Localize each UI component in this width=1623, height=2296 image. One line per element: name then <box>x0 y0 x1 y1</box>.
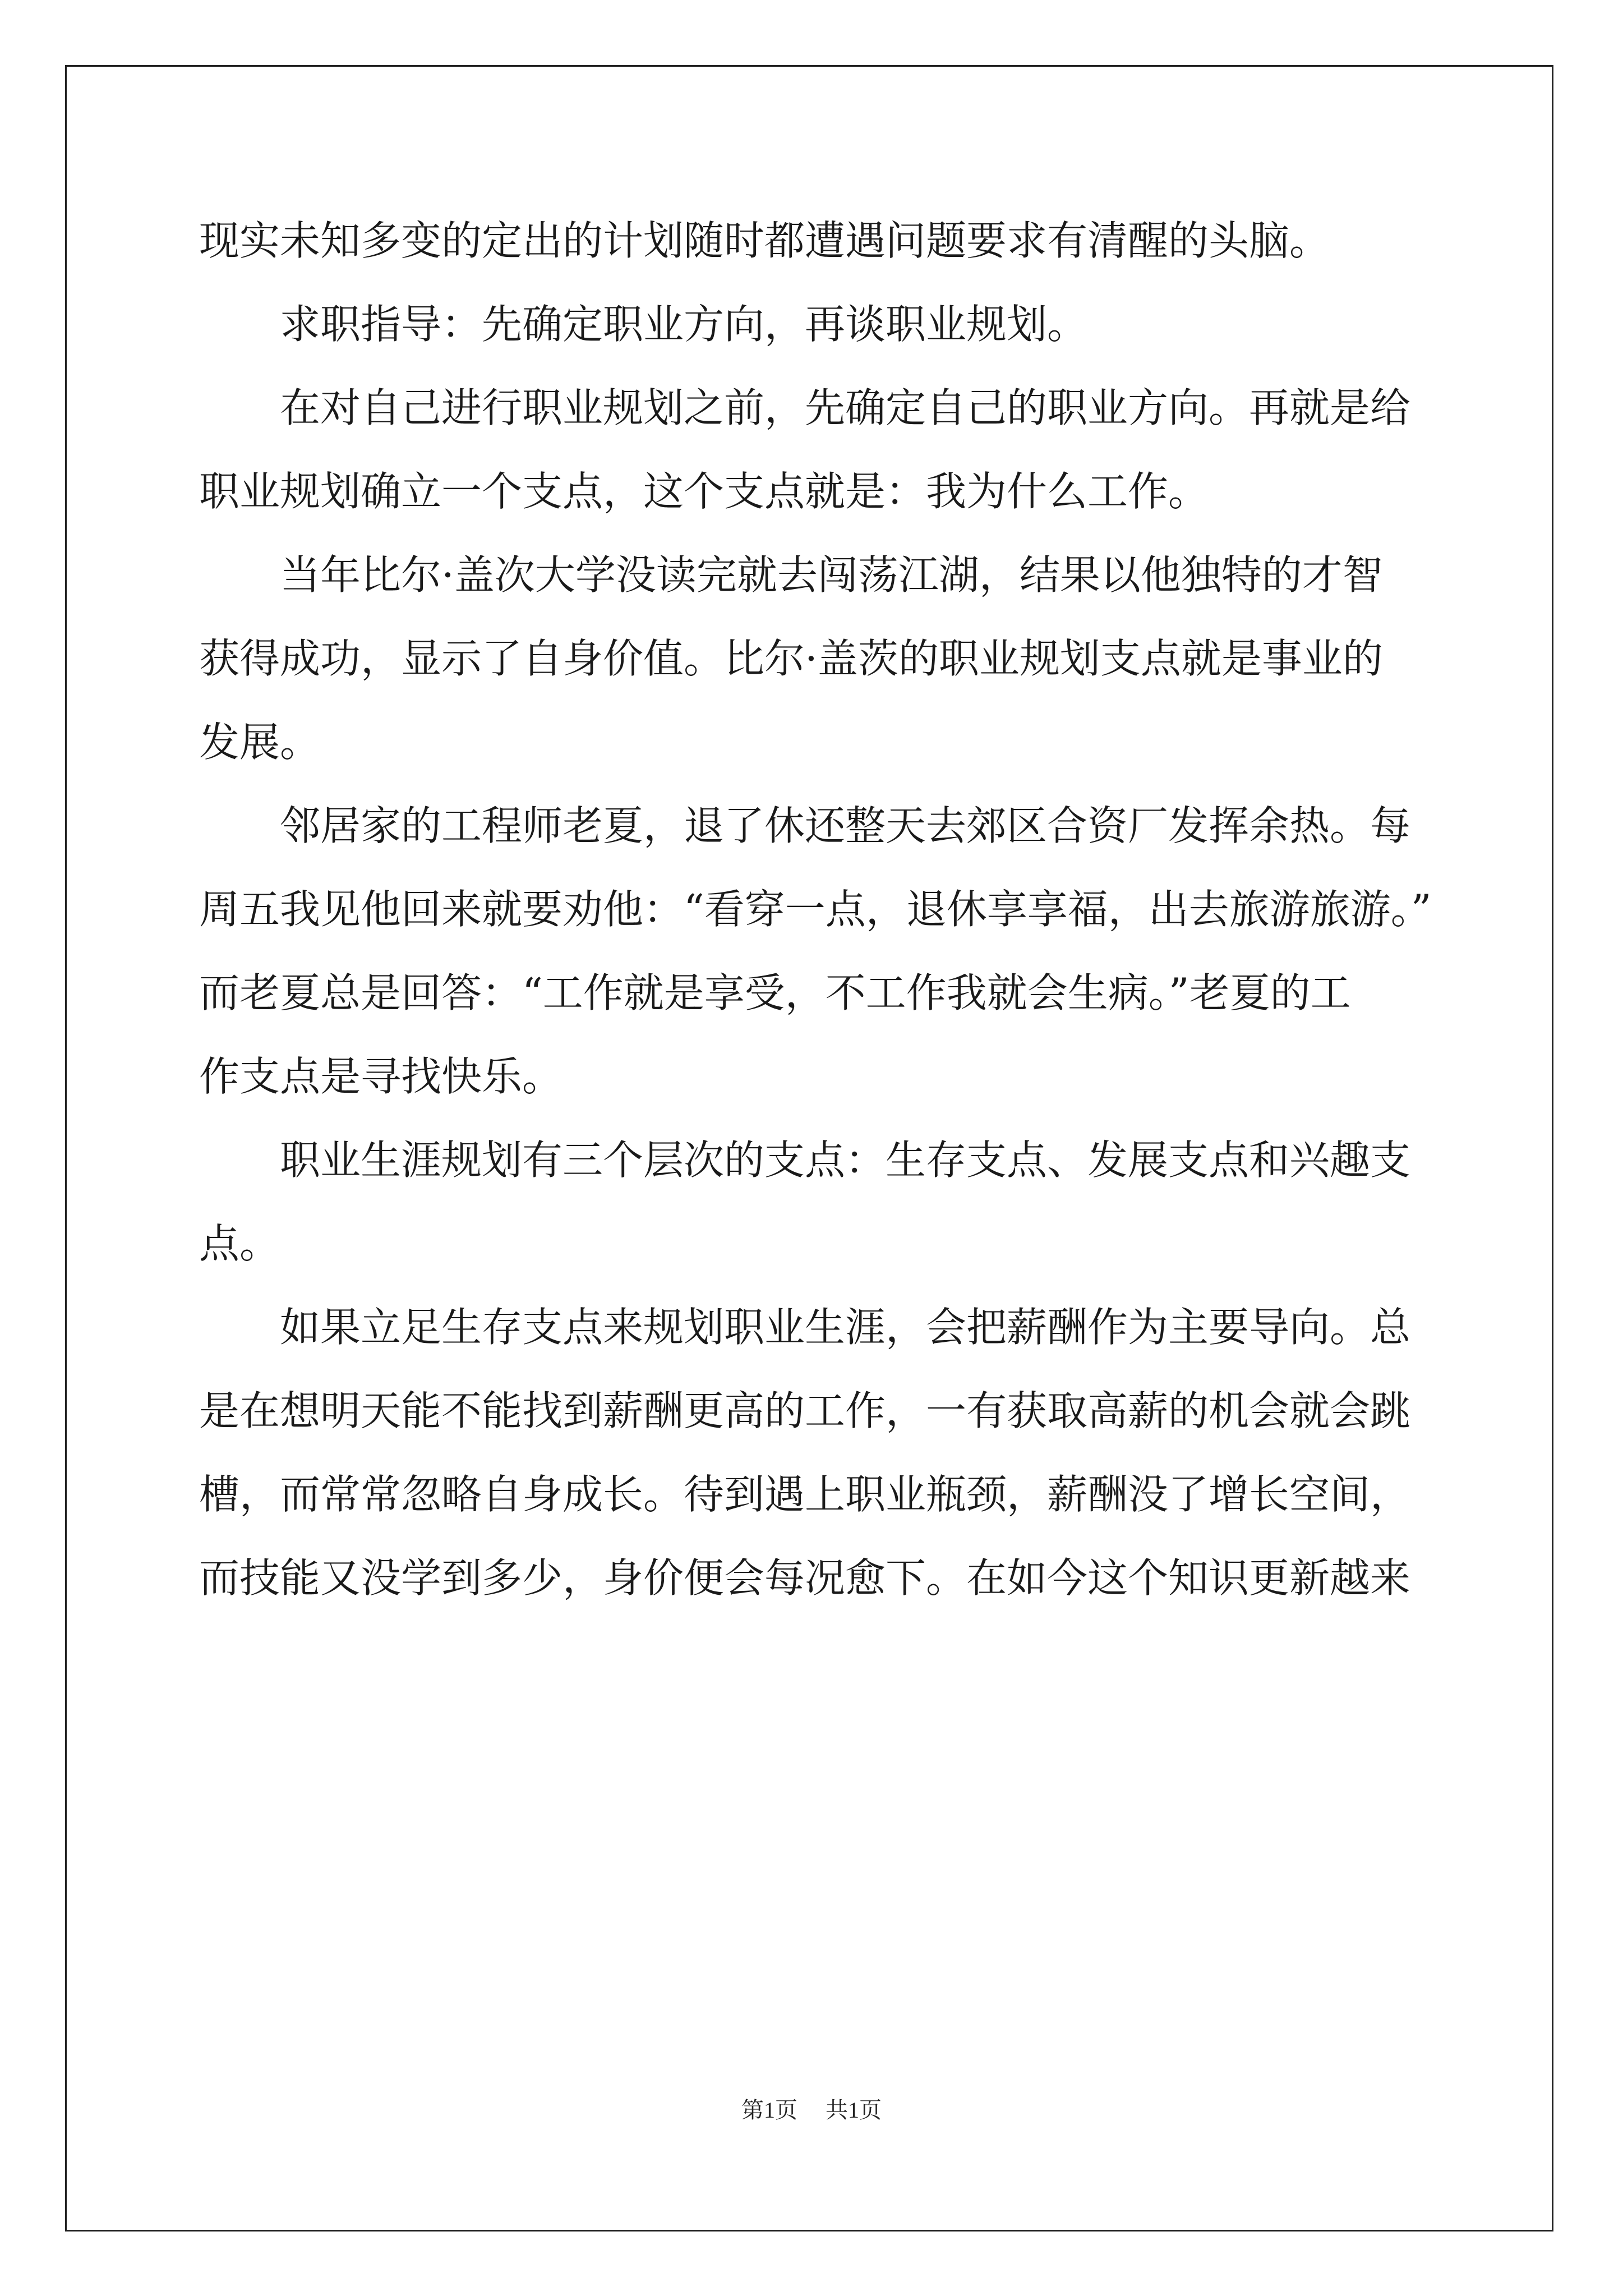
text-line: 周五我见他回来就要劝他：“看穿一点，退休享享福，出去旅游旅游。” <box>199 886 1432 933</box>
text-line: 当年比尔·盖次大学没读完就去闯荡江湖，结果以他独特的才智 <box>280 551 1383 599</box>
text-line: 点。 <box>199 1220 280 1267</box>
text-line: 现实未知多变的定出的计划随时都遭遇问题要求有清醒的头脑。 <box>199 217 1330 264</box>
page-total: 共1页 <box>826 2097 882 2123</box>
page-number: 第1页 <box>741 2097 797 2123</box>
text-line: 而技能又没学到多少，身价便会每况愈下。在如今这个知识更新越来 <box>199 1554 1411 1602</box>
text-line: 邻居家的工程师老夏，退了休还整天去郊区合资厂发挥余热。每 <box>280 802 1411 849</box>
text-line: 如果立足生存支点来规划职业生涯，会把薪酬作为主要导向。总 <box>280 1304 1411 1351</box>
text-line: 作支点是寻找快乐。 <box>199 1053 563 1100</box>
document-body <box>199 199 1433 1620</box>
text-line: 是在想明天能不能找到薪酬更高的工作，一有获取高薪的机会就会跳 <box>199 1387 1411 1434</box>
text-line: 槽，而常常忽略自身成长。待到遇上职业瓶颈，薪酬没了增长空间， <box>199 1471 1411 1518</box>
page-footer <box>0 2092 1623 2124</box>
text-line: 在对自己进行职业规划之前，先确定自己的职业方向。再就是给 <box>280 384 1411 431</box>
text-line: 获得成功，显示了自身价值。比尔·盖茨的职业规划支点就是事业的 <box>199 635 1383 682</box>
text-line: 职业生涯规划有三个层次的支点：生存支点、发展支点和兴趣支 <box>280 1137 1411 1184</box>
text-line: 发展。 <box>199 719 321 766</box>
text-line: 求职指导：先确定职业方向，再谈职业规划。 <box>280 301 1088 348</box>
text-line: 职业规划确立一个支点，这个支点就是：我为什么工作。 <box>199 468 1209 515</box>
text-line: 而老夏总是回答：“工作就是享受，不工作我就会生病。”老夏的工 <box>199 969 1351 1016</box>
